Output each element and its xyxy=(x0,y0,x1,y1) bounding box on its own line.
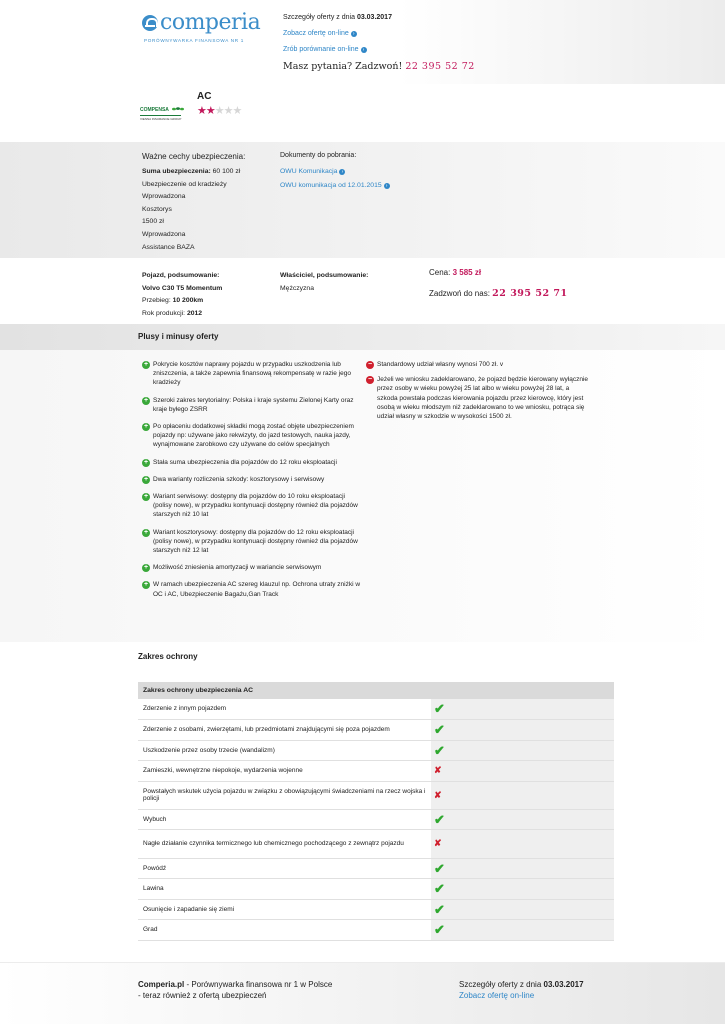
plus-circle-icon: + xyxy=(143,528,149,536)
star-filled-icon: ★ xyxy=(205,105,215,117)
feature-item: Assistance BAZA xyxy=(142,243,195,251)
pro-item xyxy=(142,475,364,484)
header-info xyxy=(283,14,475,72)
product-title: AC xyxy=(197,91,212,102)
coverage-status xyxy=(431,878,614,899)
coverage-status xyxy=(431,858,614,878)
coverage-label: Powstałych wskutek użycia pojazdu w związku z obowiązującymi świadczeniami na rzecz wojska i policji xyxy=(138,781,431,809)
coverage-row xyxy=(138,919,614,940)
owner-summary xyxy=(280,270,368,295)
coverage-status xyxy=(431,719,614,740)
check-icon: ✔ xyxy=(434,901,445,917)
pro-text: Szeroki zakres terytorialny: Polska i kraje systemu Zielonej Karty oraz kraje byłego ZSRR xyxy=(153,396,354,413)
coverage-status xyxy=(431,899,614,919)
documents-heading: Dokumenty do pobrania: xyxy=(280,152,357,159)
coverage-label: Lawina xyxy=(138,878,431,899)
star-empty-icon: ★ xyxy=(232,105,242,117)
coverage-table-header xyxy=(138,682,614,699)
pro-item xyxy=(142,528,364,556)
pro-text: Wariant kosztorysowy: dostępny dla pojazdów do 12 roku eksploatacji (polisy nowe), w przypadku kontynuacji dostępny również dla pojazdów starszych niż 12 lat xyxy=(153,528,358,555)
con-text: Standardowy udział własny wynosi 700 zł. v xyxy=(377,361,504,368)
document-link[interactable] xyxy=(280,165,390,179)
star-empty-icon: ★ xyxy=(223,105,233,117)
pro-text: Możliwość zniesienia amortyzacji w wariancie serwisowym xyxy=(153,564,322,572)
document-link[interactable] xyxy=(280,179,390,193)
vehicle-summary xyxy=(142,270,222,320)
mileage: Przebieg: 10 200km xyxy=(142,297,204,305)
vehicle-heading: Pojazd, podsumowanie: xyxy=(142,272,220,279)
logo-text: comperia xyxy=(160,10,261,35)
check-icon: ✔ xyxy=(434,860,445,876)
star-filled-icon: ★ xyxy=(197,105,206,117)
comperia-logo[interactable] xyxy=(142,10,262,46)
coverage-label: Zderzenie z osobami, zwierzętami, lub przedmiotami znajdującymi się poza pojazdem xyxy=(138,719,431,740)
feature-item: Wprowadzona xyxy=(142,230,186,238)
logo-tagline: PORÓWNYWARKA FINANSOWA NR 1 xyxy=(144,38,244,43)
coverage-label: Wybuch xyxy=(138,809,431,829)
feature-item: Kosztorys xyxy=(142,205,172,213)
footer-date-value: 03.03.2017 xyxy=(543,980,584,989)
arrow-circle-icon: › xyxy=(351,31,357,37)
coverage-status xyxy=(431,740,614,760)
coverage-label: Powódź xyxy=(138,858,431,878)
vehicle-model: Volvo C30 T5 Momentum xyxy=(142,284,223,292)
coverage-label: Zderzenie z innym pojazdem xyxy=(138,699,431,719)
coverage-row xyxy=(138,781,614,809)
pro-item xyxy=(142,360,364,388)
footer-brand: Comperia.pl - Porównywarka finansowa nr 1 w Polsce - teraz również z ofertą ubezpieczeń xyxy=(138,980,333,1000)
plus-circle-icon: + xyxy=(143,458,149,466)
footer-view-offer-online-link[interactable]: Zobacz ofertę on-line xyxy=(459,990,535,1000)
coverage-label: Osunięcie i zapadanie się ziemi xyxy=(138,899,431,919)
feature-list xyxy=(142,179,245,255)
check-icon: ✔ xyxy=(434,811,445,827)
documents-download xyxy=(280,152,390,193)
price-value: 3 585 zł xyxy=(452,268,482,277)
check-icon: ✔ xyxy=(434,701,445,717)
con-item xyxy=(366,360,588,369)
coverage-status xyxy=(431,919,614,940)
check-icon: ✔ xyxy=(434,922,445,937)
feature-item: Wprowadzona xyxy=(142,193,186,201)
pro-text: Po opłaceniu dodatkowej składki mogą zostać objęte ubezpieczeniem pojazdy np: używane jako rekwizyty, do jazd testowych, nauka jazdy, wynajmowane zarobkowo czy używane do celów specjalnych xyxy=(153,423,354,449)
pro-text: Pokrycie kosztów naprawy pojazdu w przypadku uszkodzenia lub zniszczenia, a także zapewnia finansową rekompensatę w razie jego kradzieży xyxy=(153,361,351,387)
comperia-logo-icon xyxy=(142,15,158,31)
feature-item: Ubezpieczenie od kradzieży xyxy=(142,180,227,188)
document-link-label[interactable]: OWU komunikacja od 12.01.2015 xyxy=(280,182,382,189)
con-item xyxy=(366,375,588,421)
plus-circle-icon: + xyxy=(143,396,149,404)
document-link-label[interactable]: OWU Komunikacja xyxy=(280,168,338,175)
coverage-row xyxy=(138,760,614,781)
pro-text: Wariant serwisowy: dostępny dla pojazdów do 10 roku eksploatacji (polisy nowe), w przypadku kontynuacji dostępny również dla pojazdów starszych niż 10 lat xyxy=(153,493,358,519)
price: Cena: 3 585 zł xyxy=(429,268,482,277)
coverage-rows xyxy=(138,699,614,940)
pro-text: Stała suma ubezpieczenia dla pojazdów do 12 roku eksploatacji xyxy=(153,458,337,466)
compensa-logo: COMPENSA VIENNA INSURANCE GROUP xyxy=(140,107,186,121)
minus-circle-icon: − xyxy=(367,376,373,384)
pro-text: W ramach ubezpieczenia AC szereg klauzul np. Ochrona utraty zniżki w OC i AC, Ubezpieczenie Bagażu,Gan Track xyxy=(153,581,361,598)
pro-item xyxy=(142,563,364,572)
phone-number[interactable]: 22 395 52 72 xyxy=(405,61,475,72)
pro-item xyxy=(142,396,364,414)
arrow-circle-icon: › xyxy=(361,47,367,53)
footer-brand-name[interactable]: Comperia.pl xyxy=(138,980,185,989)
feature-item: 1500 zł xyxy=(142,218,164,226)
pros-cons-title: Plusy i minusy oferty xyxy=(138,332,219,341)
features-heading: Ważne cechy ubezpieczenia: xyxy=(142,152,246,161)
coverage-row xyxy=(138,809,614,829)
con-text: Jeżeli we wniosku zadeklarowano, że pojazd będzie kierowany wyłącznie przez osoby w wieku powyżej 25 lat albo w wieku powyżej 28 lat, a szkoda powstała podczas kierowania pojazdu przez kierowcę, który jest osobą w wieku młodszym niż zadeklarowano to we wniosku, potrąca się udział własny w szkodzie w wysokości 1500 zł. xyxy=(377,376,588,421)
page-footer xyxy=(0,962,725,1024)
view-offer-online-link[interactable]: Zobacz ofertę on-line › xyxy=(283,30,475,37)
sum-insured: Suma ubezpieczenia: 60 100 zł xyxy=(142,168,241,175)
plus-circle-icon: + xyxy=(143,493,149,501)
owner-heading: Właściciel, podsumowanie: xyxy=(280,272,369,279)
pro-item xyxy=(142,492,364,520)
arrow-circle-icon: › xyxy=(339,169,345,175)
footer-offer-info: Szczegóły oferty z dnia 03.03.2017 Zobacz ofertę on-line xyxy=(459,980,584,1000)
coverage-table-heading: Zakres ochrony ubezpieczenia AC xyxy=(138,682,614,699)
leaves-icon xyxy=(172,106,184,112)
coverage-label: Nagłe działanie czynnika termicznego lub chemicznego pochodzącego z zewnątrz pojazdu xyxy=(138,829,431,858)
coverage-status xyxy=(431,781,614,809)
cons-list xyxy=(366,360,588,421)
coverage-status xyxy=(431,760,614,781)
document-links xyxy=(280,165,390,193)
cross-icon: ✘ xyxy=(434,838,442,848)
plus-circle-icon: + xyxy=(143,475,149,483)
owner-gender: Mężczyzna xyxy=(280,284,314,292)
compare-online-link[interactable]: Zrób porównanie on-line › xyxy=(283,46,475,53)
check-icon: ✔ xyxy=(434,722,445,737)
call-us: Zadzwoń do nas: 22 395 52 71 xyxy=(429,288,568,299)
coverage-row xyxy=(138,878,614,899)
pro-item xyxy=(142,458,364,467)
coverage-row xyxy=(138,719,614,740)
check-icon: ✔ xyxy=(434,881,445,896)
pro-item xyxy=(142,580,364,598)
cross-icon: ✘ xyxy=(434,789,442,800)
check-icon: ✔ xyxy=(434,742,445,758)
cross-icon: ✘ xyxy=(434,765,442,775)
coverage-table xyxy=(138,682,614,941)
coverage-status xyxy=(431,829,614,858)
contact-phone: Masz pytania? Zadzwoń! 22 395 52 72 xyxy=(283,61,475,72)
important-features xyxy=(142,152,245,254)
product-section xyxy=(0,84,725,142)
plus-circle-icon: + xyxy=(143,423,149,431)
pro-text: Dwa warianty rozliczenia szkody: kosztorysowy i serwisowy xyxy=(153,475,325,483)
production-year: Rok produkcji: 2012 xyxy=(142,309,203,317)
coverage-row xyxy=(138,699,614,719)
coverage-label: Zamieszki, wewnętrzne niepokoje, wydarzenia wojenne xyxy=(138,760,431,781)
plus-circle-icon: + xyxy=(143,581,149,589)
rating-stars xyxy=(197,104,241,117)
call-phone-number[interactable]: 22 395 52 71 xyxy=(492,288,568,299)
coverage-row xyxy=(138,829,614,858)
coverage-label: Uszkodzenie przez osoby trzecie (wandalizm) xyxy=(138,740,431,760)
coverage-row xyxy=(138,858,614,878)
coverage-row xyxy=(138,740,614,760)
star-empty-icon: ★ xyxy=(214,105,224,117)
coverage-row xyxy=(138,899,614,919)
arrow-circle-icon: › xyxy=(384,183,390,189)
coverage-status xyxy=(431,699,614,719)
pro-item xyxy=(142,422,364,450)
coverage-status xyxy=(431,809,614,829)
pros-list xyxy=(142,360,364,599)
coverage-label: Grad xyxy=(138,919,431,940)
offer-date-value: 03.03.2017 xyxy=(356,14,392,21)
plus-circle-icon: + xyxy=(143,361,149,368)
plus-circle-icon: + xyxy=(143,564,149,572)
pros-cons-header xyxy=(0,324,725,350)
price-box xyxy=(429,268,568,299)
coverage-title: Zakres ochrony xyxy=(138,652,198,661)
offer-date: Szczegóły oferty z dnia 03.03.2017 xyxy=(283,14,392,21)
minus-circle-icon: − xyxy=(367,361,373,368)
